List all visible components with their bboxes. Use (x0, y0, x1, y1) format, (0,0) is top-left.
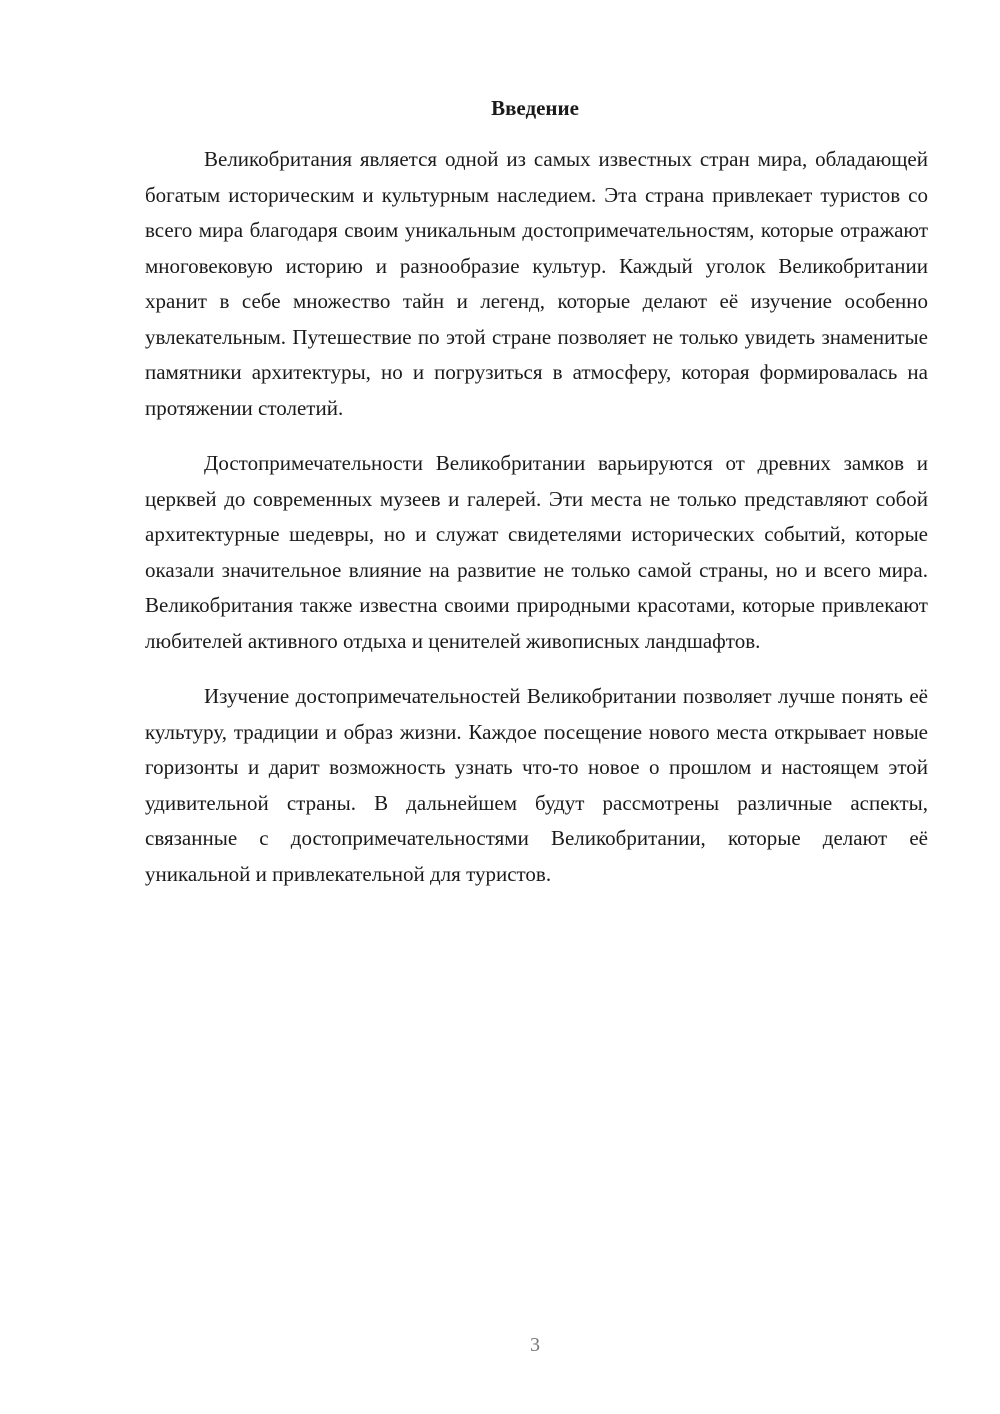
document-body (145, 142, 928, 912)
paragraph-3: Изучение достопримечательностей Великобритании позволяет лучше понять её культуру, традиции и образ жизни. Каждое посещение нового места открывает новые горизонты и дарит возможность узнать что-то новое о прошлом и настоящем этой удивительной страны. В дальнейшем будут рассмотрены различные аспекты, связанные с достопримечательностями Великобритании, которые делают её уникальной и привлекательной для туристов. (145, 684, 928, 886)
page-title: Введение (491, 96, 579, 120)
paragraph-1: Великобритания является одной из самых известных стран мира, обладающей богатым историческим и культурным наследием. Эта страна привлекает туристов со всего мира благодаря своим уникальным достопримечательностям, которые отражают многовековую историю и разнообразие культур. Каждый уголок Великобритании хранит в себе множество тайн и легенд, которые делают её изучение особенно увлекательным. Путешествие по этой стране позволяет не только увидеть знаменитые памятники архитектуры, но и погрузиться в атмосферу, которая формировалась на протяжении столетий. (145, 147, 928, 420)
paragraph-2: Достопримечательности Великобритании варьируются от древних замков и церквей до современных музеев и галерей. Эти места не только представляют собой архитектурные шедевры, но и служат свидетелями исторических событий, которые оказали значительное влияние на развитие не только самой страны, но и всего мира. Великобритания также известна своими природными красотами, которые привлекают любителей активного отдыха и ценителей живописных ландшафтов. (145, 451, 928, 653)
page-number: 3 (530, 1334, 540, 1356)
